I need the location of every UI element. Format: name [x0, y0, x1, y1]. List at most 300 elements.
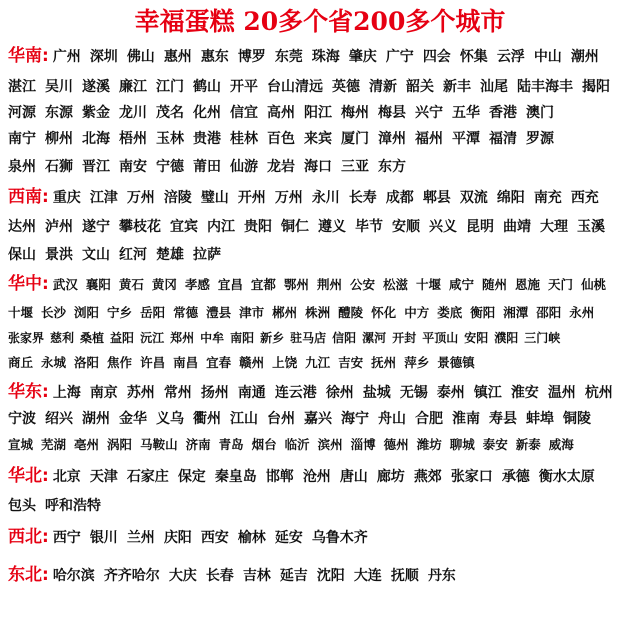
city-name: 湘潭	[503, 305, 529, 320]
city-name: 抚顺	[390, 568, 419, 584]
city-name: 汕尾	[480, 79, 508, 95]
city-row	[8, 351, 636, 375]
city-name: 石家庄	[126, 469, 169, 485]
city-name: 保山	[8, 247, 36, 263]
city-name: 昆明	[466, 219, 494, 235]
city-name: 厦门	[341, 131, 369, 147]
city-name: 贵港	[193, 131, 221, 147]
city-name: 徐州	[325, 385, 354, 401]
city-name: 醴陵	[338, 305, 364, 320]
city-name: 玉林	[156, 131, 184, 147]
city-row	[8, 563, 636, 587]
city-name: 台州	[267, 411, 295, 427]
city-name: 深圳	[89, 49, 118, 65]
city-name: 黄石	[118, 277, 144, 292]
city-name: 梅州	[341, 105, 369, 121]
city-name: 中牟	[200, 331, 225, 345]
city-name: 香港	[489, 105, 517, 121]
city-name: 南京	[89, 385, 118, 401]
city-name: 惠东	[200, 49, 229, 65]
city-name: 铜仁	[281, 219, 309, 235]
city-name: 武汉	[52, 277, 78, 292]
city-name: 拉萨	[193, 247, 221, 263]
city-name: 景洪	[45, 247, 73, 263]
city-name: 松滋	[382, 277, 408, 292]
city-name: 乌鲁木齐	[311, 530, 368, 546]
city-group	[8, 355, 483, 370]
city-name: 双流	[459, 190, 488, 206]
city-name: 楚雄	[156, 247, 184, 263]
city-name: 庆阳	[163, 530, 192, 546]
city-name: 百色	[267, 131, 295, 147]
city-row	[8, 185, 636, 209]
city-name: 化州	[193, 105, 221, 121]
city-row	[8, 407, 636, 431]
city-name: 驻马店	[290, 331, 327, 345]
city-group	[53, 530, 377, 546]
city-name: 鄂州	[283, 277, 309, 292]
city-name: 廉江	[119, 79, 147, 95]
city-name: 开州	[237, 190, 266, 206]
city-row	[8, 272, 636, 296]
city-name: 宣城	[8, 437, 34, 452]
city-name: 遂溪	[82, 79, 110, 95]
city-name: 信宜	[230, 105, 258, 121]
city-name: 宁波	[8, 411, 36, 427]
city-name: 梧州	[119, 131, 147, 147]
city-name: 郑州	[170, 331, 195, 345]
city-name: 大连	[353, 568, 382, 584]
city-name: 湛江	[8, 79, 36, 95]
region-label: 西南:	[8, 187, 49, 207]
city-name: 娄底	[437, 305, 463, 320]
city-name: 璧山	[200, 190, 229, 206]
city-name: 承德	[501, 469, 530, 485]
city-name: 吉林	[242, 568, 271, 584]
city-name: 义乌	[156, 411, 184, 427]
city-name: 咸宁	[449, 277, 475, 292]
city-name: 秦皇岛	[214, 469, 257, 485]
city-name: 宁德	[156, 159, 184, 175]
city-row	[8, 301, 636, 325]
city-group	[53, 568, 465, 584]
city-name: 云浮	[496, 49, 525, 65]
city-name: 重庆	[52, 190, 81, 206]
city-name: 十堰	[415, 277, 441, 292]
city-name: 泰安	[482, 437, 508, 452]
city-name: 慈利	[50, 331, 75, 345]
city-name: 泸州	[45, 219, 73, 235]
city-name: 海口	[304, 159, 332, 175]
city-name: 紫金	[82, 105, 110, 121]
city-name: 永川	[311, 190, 340, 206]
city-row	[8, 243, 636, 267]
city-row	[8, 155, 636, 179]
city-name: 南安	[119, 159, 147, 175]
city-group	[8, 331, 566, 345]
city-name: 怀化	[371, 305, 397, 320]
city-name: 吴川	[45, 79, 73, 95]
city-name: 桑植	[80, 331, 105, 345]
city-name: 湖州	[82, 411, 110, 427]
city-name: 嘉兴	[304, 411, 332, 427]
city-name: 许昌	[140, 355, 166, 370]
city-name: 安顺	[392, 219, 420, 235]
city-name: 成都	[385, 190, 414, 206]
city-name: 邯郸	[265, 469, 294, 485]
city-name: 兴宁	[415, 105, 443, 121]
city-name: 淄博	[350, 437, 376, 452]
city-name: 孝感	[184, 277, 210, 292]
city-name: 北京	[52, 469, 81, 485]
city-name: 达州	[8, 219, 36, 235]
city-name: 扬州	[200, 385, 229, 401]
city-name: 阳江	[304, 105, 332, 121]
city-name: 珠海	[311, 49, 340, 65]
city-name: 澳门	[526, 105, 554, 121]
city-name: 丹东	[427, 568, 456, 584]
city-group	[8, 437, 582, 452]
city-name: 高州	[267, 105, 295, 121]
city-name: 涪陵	[163, 190, 192, 206]
city-group	[8, 159, 415, 175]
city-name: 来宾	[304, 131, 332, 147]
city-name: 南充	[533, 190, 562, 206]
city-name: 天门	[548, 277, 574, 292]
city-name: 西安	[200, 530, 229, 546]
city-name: 保定	[177, 469, 206, 485]
city-name: 福清	[489, 131, 517, 147]
city-name: 泰州	[436, 385, 465, 401]
city-name: 罗源	[526, 131, 554, 147]
city-name: 荆州	[316, 277, 342, 292]
city-name: 仙桃	[581, 277, 607, 292]
region-label: 华南:	[8, 46, 49, 66]
city-name: 滨州	[317, 437, 343, 452]
city-name: 沅江	[140, 331, 165, 345]
city-name: 安阳	[464, 331, 489, 345]
city-name: 东莞	[274, 49, 303, 65]
city-name: 洛阳	[74, 355, 100, 370]
city-name: 聊城	[449, 437, 475, 452]
city-name: 东方	[378, 159, 406, 175]
city-name: 澧县	[206, 305, 232, 320]
city-row	[8, 433, 636, 457]
region-label: 华东:	[8, 382, 49, 402]
city-name: 贵阳	[244, 219, 272, 235]
city-name: 天津	[89, 469, 118, 485]
city-name: 宜春	[206, 355, 232, 370]
city-name: 万州	[274, 190, 303, 206]
city-name: 宜宾	[170, 219, 198, 235]
region-label: 东北:	[8, 565, 49, 585]
city-group	[53, 469, 604, 485]
city-name: 桂林	[230, 131, 258, 147]
city-row	[8, 127, 636, 151]
city-name: 襄阳	[85, 277, 111, 292]
city-name: 万州	[126, 190, 155, 206]
city-name: 榆林	[237, 530, 266, 546]
city-group	[8, 219, 614, 235]
city-name: 镇江	[473, 385, 502, 401]
city-name: 沧州	[302, 469, 331, 485]
city-name: 宁乡	[107, 305, 133, 320]
city-name: 开平	[230, 79, 258, 95]
city-name: 河源	[8, 105, 36, 121]
city-name: 永城	[41, 355, 67, 370]
city-name: 九江	[305, 355, 331, 370]
city-name: 龙川	[119, 105, 147, 121]
city-row	[8, 525, 636, 549]
city-name: 肇庆	[348, 49, 377, 65]
city-name: 齐齐哈尔	[103, 568, 160, 584]
city-row	[8, 380, 636, 404]
city-name: 江门	[156, 79, 184, 95]
city-name: 合肥	[415, 411, 443, 427]
city-name: 哈尔滨	[52, 568, 95, 584]
city-name: 漯河	[362, 331, 387, 345]
city-name: 东源	[45, 105, 73, 121]
city-name: 蚌埠	[526, 411, 554, 427]
city-name: 燕郊	[413, 469, 442, 485]
city-name: 唐山	[339, 469, 368, 485]
city-name: 平顶山	[422, 331, 459, 345]
region-label: 华中:	[8, 274, 49, 294]
city-group	[8, 105, 563, 121]
city-name: 长寿	[348, 190, 377, 206]
city-name: 衢州	[193, 411, 221, 427]
city-name: 包头	[8, 498, 36, 514]
city-name: 长沙	[41, 305, 67, 320]
city-name: 商丘	[8, 355, 34, 370]
city-name: 连云港	[274, 385, 317, 401]
city-name: 沈阳	[316, 568, 345, 584]
city-name: 南阳	[230, 331, 255, 345]
city-name: 英德	[332, 79, 360, 95]
city-name: 遂宁	[82, 219, 110, 235]
city-name: 石狮	[45, 159, 73, 175]
city-name: 张家口	[450, 469, 493, 485]
city-name: 赣州	[239, 355, 265, 370]
city-name: 呼和浩特	[45, 498, 101, 514]
city-name: 鹤山	[193, 79, 221, 95]
city-group	[8, 498, 110, 514]
city-name: 仙游	[230, 159, 258, 175]
city-group	[8, 131, 563, 147]
city-name: 怀集	[459, 49, 488, 65]
city-name: 内江	[207, 219, 235, 235]
city-name: 吉安	[338, 355, 364, 370]
city-name: 烟台	[251, 437, 277, 452]
city-group	[8, 79, 619, 95]
city-name: 涡阳	[107, 437, 133, 452]
city-name: 宜都	[250, 277, 276, 292]
city-name: 兴义	[429, 219, 457, 235]
city-name: 济南	[185, 437, 211, 452]
city-name: 北海	[82, 131, 110, 147]
city-name: 海宁	[341, 411, 369, 427]
city-row	[8, 215, 636, 239]
city-name: 马鞍山	[140, 437, 178, 452]
city-name: 文山	[82, 247, 110, 263]
city-name: 衡阳	[470, 305, 496, 320]
city-name: 西宁	[52, 530, 81, 546]
city-name: 佛山	[126, 49, 155, 65]
city-name: 常德	[173, 305, 199, 320]
city-name: 潍坊	[416, 437, 442, 452]
city-name: 江津	[89, 190, 118, 206]
city-name: 红河	[119, 247, 147, 263]
city-name: 惠州	[163, 49, 192, 65]
city-name: 南昌	[173, 355, 199, 370]
city-name: 延安	[274, 530, 303, 546]
city-row	[8, 326, 636, 350]
city-name: 津市	[239, 305, 265, 320]
city-name: 晋江	[82, 159, 110, 175]
city-name: 郫县	[422, 190, 451, 206]
city-name: 无锡	[399, 385, 428, 401]
city-group	[53, 190, 608, 206]
city-row	[8, 101, 636, 125]
city-group	[8, 305, 602, 320]
city-name: 西充	[570, 190, 599, 206]
city-name: 舟山	[378, 411, 406, 427]
city-name: 焦作	[107, 355, 133, 370]
city-name: 上饶	[272, 355, 298, 370]
city-row	[8, 44, 636, 68]
city-name: 新乡	[260, 331, 285, 345]
city-name: 遵义	[318, 219, 346, 235]
city-group	[53, 277, 614, 292]
city-name: 南宁	[8, 131, 36, 147]
city-name: 益阳	[110, 331, 135, 345]
city-name: 抚州	[371, 355, 397, 370]
city-name: 郴州	[272, 305, 298, 320]
city-name: 揭阳	[582, 79, 610, 95]
city-name: 青岛	[218, 437, 244, 452]
city-name: 梅县	[378, 105, 406, 121]
city-name: 大庆	[168, 568, 197, 584]
city-row	[8, 464, 636, 488]
city-name: 宜昌	[217, 277, 243, 292]
city-name: 三亚	[341, 159, 369, 175]
city-name: 株洲	[305, 305, 331, 320]
city-name: 新丰	[443, 79, 471, 95]
city-name: 亳州	[74, 437, 100, 452]
city-row	[8, 75, 636, 99]
city-name: 衡水太原	[538, 469, 595, 485]
city-name: 十堰	[8, 305, 34, 320]
city-name: 长春	[205, 568, 234, 584]
city-name: 淮安	[510, 385, 539, 401]
city-name: 上海	[52, 385, 81, 401]
city-name: 玉溪	[577, 219, 605, 235]
city-name: 四会	[422, 49, 451, 65]
city-name: 温州	[547, 385, 576, 401]
city-name: 廊坊	[376, 469, 405, 485]
city-name: 信阳	[332, 331, 357, 345]
city-name: 广宁	[385, 49, 414, 65]
city-name: 潮州	[570, 49, 599, 65]
city-name: 新泰	[515, 437, 541, 452]
city-name: 毕节	[355, 219, 383, 235]
city-name: 大理	[540, 219, 568, 235]
city-name: 绍兴	[45, 411, 73, 427]
page-title: 幸福蛋糕 20多个省200多个城市	[134, 7, 506, 36]
city-name: 江山	[230, 411, 258, 427]
city-name: 韶关	[406, 79, 434, 95]
city-name: 五华	[452, 105, 480, 121]
city-name: 广州	[52, 49, 81, 65]
city-name: 岳阳	[140, 305, 166, 320]
city-name: 铜陵	[563, 411, 591, 427]
city-name: 中山	[533, 49, 562, 65]
city-name: 濮阳	[494, 331, 519, 345]
city-name: 常州	[163, 385, 192, 401]
city-name: 曲靖	[503, 219, 531, 235]
city-name: 三门峡	[524, 331, 561, 345]
city-name: 中方	[404, 305, 430, 320]
city-name: 龙岩	[267, 159, 295, 175]
city-name: 绵阳	[496, 190, 525, 206]
city-name: 茂名	[156, 105, 184, 121]
city-name: 景德镇	[437, 355, 475, 370]
city-name: 博罗	[237, 49, 266, 65]
city-name: 寿县	[489, 411, 517, 427]
city-name: 淮南	[452, 411, 480, 427]
city-name: 浏阳	[74, 305, 100, 320]
city-name: 黄冈	[151, 277, 177, 292]
city-name: 杭州	[584, 385, 613, 401]
city-name: 攀枝花	[119, 219, 161, 235]
city-name: 张家界	[8, 331, 45, 345]
city-name: 泉州	[8, 159, 36, 175]
city-name: 邵阳	[536, 305, 562, 320]
city-row	[8, 494, 636, 518]
city-name: 威海	[548, 437, 574, 452]
region-label: 西北:	[8, 527, 49, 547]
city-group	[8, 411, 600, 427]
city-name: 随州	[482, 277, 508, 292]
city-name: 清新	[369, 79, 397, 95]
city-name: 漳州	[378, 131, 406, 147]
city-name: 盐城	[362, 385, 391, 401]
city-name: 柳州	[45, 131, 73, 147]
city-name: 临沂	[284, 437, 310, 452]
city-name: 南通	[237, 385, 266, 401]
city-name: 延吉	[279, 568, 308, 584]
city-name: 兰州	[126, 530, 155, 546]
city-group	[53, 49, 608, 65]
city-name: 恩施	[515, 277, 541, 292]
city-name: 陆丰海丰	[517, 79, 573, 95]
city-name: 台山清远	[267, 79, 323, 95]
city-name: 永州	[569, 305, 595, 320]
region-label: 华北:	[8, 466, 49, 486]
city-name: 开封	[392, 331, 417, 345]
city-name: 福州	[415, 131, 443, 147]
city-name: 银川	[89, 530, 118, 546]
city-name: 德州	[383, 437, 409, 452]
city-name: 芜湖	[41, 437, 67, 452]
city-name: 公安	[349, 277, 375, 292]
city-group	[8, 247, 230, 263]
city-group	[53, 385, 622, 401]
city-name: 平潭	[452, 131, 480, 147]
city-name: 莆田	[193, 159, 221, 175]
city-name: 萍乡	[404, 355, 430, 370]
city-name: 金华	[119, 411, 147, 427]
